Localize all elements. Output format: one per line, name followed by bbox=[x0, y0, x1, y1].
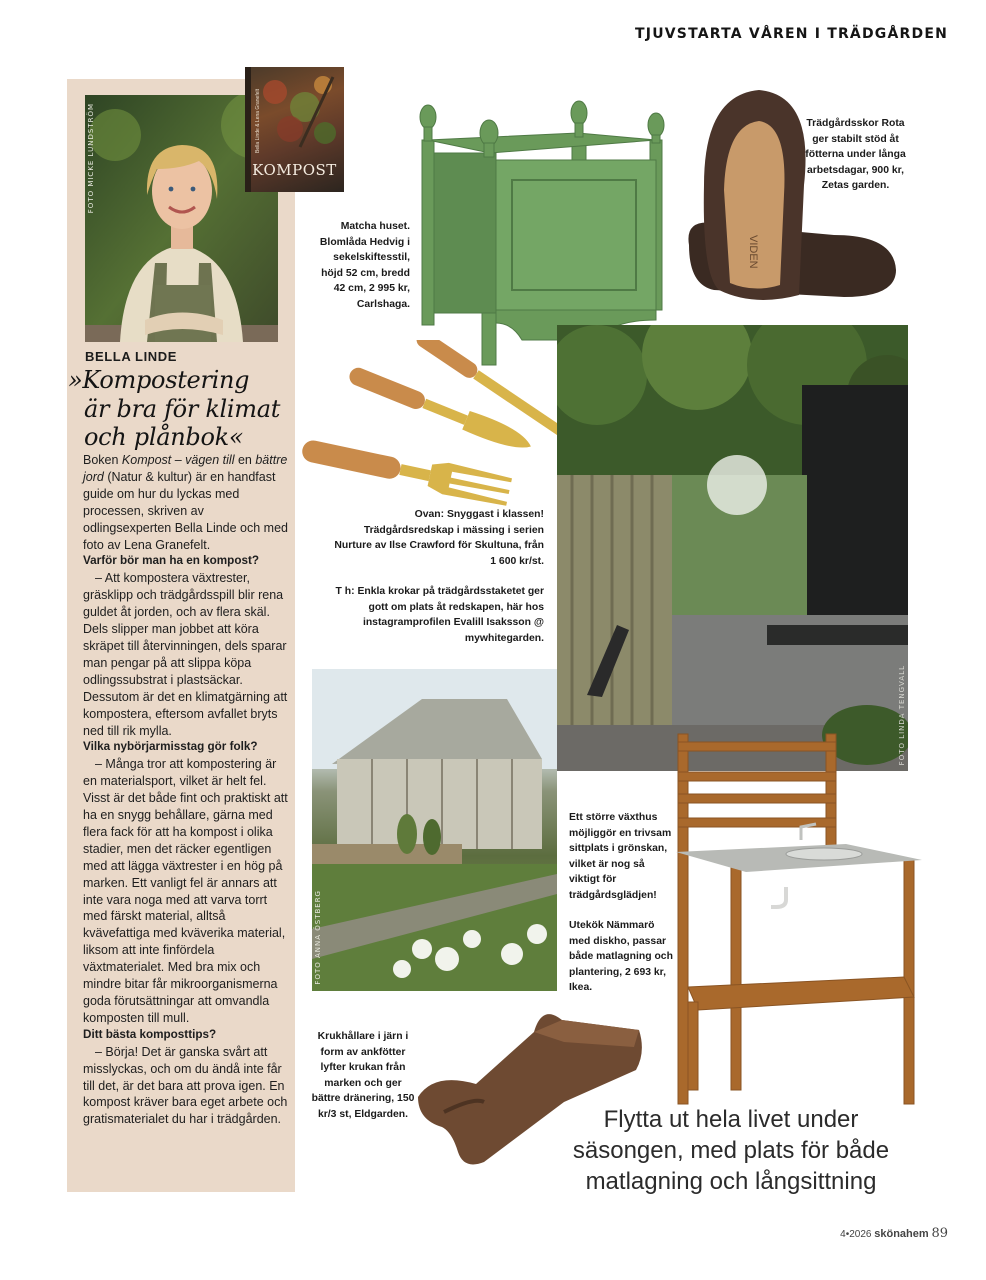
book-cover bbox=[245, 67, 344, 192]
quote-line-3: och plånbok« bbox=[84, 423, 244, 451]
answer-3: – Börja! Det är ganska svårt att misslyckas, och om du ändå inte får till det, är det bara att prova igen. En kompost kräver bara eget arbete och gratismaterialet du har i trädgården. bbox=[83, 1044, 288, 1127]
headline-quote bbox=[68, 366, 290, 452]
shoes-caption: Trädgårdsskor Rota ger stabilt stöd åt fötterna under långa arbetsdagar, 900 kr, Zetas garden. bbox=[805, 118, 906, 191]
question-3: Ditt bästa komposttips? bbox=[83, 1027, 217, 1041]
quote-line-2: är bra för klimat bbox=[84, 394, 281, 423]
garden-photo-credit: FOTO LINDA TENGVALL bbox=[898, 664, 906, 765]
feet-caption: Krukhållare i järn i form av ankfötter lyfter krukan från marken och ger bättre dränering, 150 kr/3 st, Eldgarden. bbox=[311, 1031, 415, 1120]
pullquote-line-2: säsongen, med plats för både bbox=[572, 1137, 890, 1164]
portrait-credit: FOTO MICKE LUNDSTRÖM bbox=[87, 103, 95, 214]
greenhouse-caption: Ett större växthus möjliggör en trivsam sittplats i grönskan, vilket är nog så viktigt för trädgårdsglädjen! bbox=[569, 812, 672, 901]
page-footer bbox=[840, 1226, 948, 1241]
page-number: 89 bbox=[931, 1226, 948, 1241]
magazine-brand: skönahem bbox=[874, 1228, 929, 1240]
greenhouse-photo bbox=[312, 669, 557, 991]
answer-2: – Många tror att kompostering är en materialsport, vilket är helt fel. Visst är det både fint och praktiskt att ha en snygg behållare, gärna med flera fack för att ha kompost i olika stadier, men det räcker egentligen med att lägga växtrester i en hög på marken. Ett vanligt fel är annars att inte vara noga med att varva torrt med färskt material, alltså kvävefattiga med kväverika material, liksom att inte finfördela växtmaterialet. Med bra mix och mindre bitar får mikroorganismerna goda förutsättningar att omvandla komposten till mull. bbox=[83, 757, 288, 1025]
pullquote-line-1: Flytta ut hela livet under bbox=[603, 1106, 859, 1133]
outdoor-kitchen-image bbox=[676, 732, 924, 1107]
book-author: Bella Linde & Lena Granefelt bbox=[255, 89, 261, 153]
book-title: KOMPOST bbox=[252, 161, 337, 179]
planter-caption: Matcha huset. Blomlåda Hedvig i sekelskiftesstil, höjd 52 cm, bredd 42 cm, 2 995 kr, Carlshaga. bbox=[319, 221, 410, 310]
issue-number: 4•2026 bbox=[840, 1229, 872, 1240]
greenhouse-illustration bbox=[312, 669, 557, 991]
garden-fence-photo bbox=[557, 325, 908, 771]
pull-quote bbox=[556, 1104, 906, 1197]
interview-body bbox=[83, 452, 291, 1128]
hooks-caption: T h: Enkla krokar på trädgårdsstaketet ger gott om plats åt redskapen, här hos instagramprofilen Evalill Isaksson @ mywhitegarden. bbox=[335, 586, 544, 644]
intro-paragraph: Boken Kompost – vägen till en bättre jord (Natur & kultur) är en handfast guide om hur du lyckas med processen, skriven av odlingsexperten Bella Linde och med foto av Lena Granefelt. bbox=[83, 453, 288, 552]
brass-tools-image bbox=[296, 340, 576, 530]
section-title: TJUVSTARTA VÅREN I TRÄDGÅRDEN bbox=[635, 26, 948, 42]
question-2: Vilka nybörjarmisstag gör folk? bbox=[83, 740, 258, 754]
garden-illustration bbox=[557, 325, 908, 771]
kitchen-caption: Utekök Nämmarö med diskho, passar både matlagning och plantering, 2 693 kr, Ikea. bbox=[569, 920, 673, 993]
quote-line-1: »Kompostering bbox=[68, 366, 250, 394]
pullquote-line-3: matlagning och långsittning bbox=[585, 1168, 877, 1195]
question-1: Varför bör man ha en kompost? bbox=[83, 554, 259, 568]
greenhouse-photo-credit: FOTO ANNA ÖSTBERG bbox=[314, 890, 322, 985]
interviewee-name: BELLA LINDE bbox=[85, 349, 178, 364]
tools-caption-block bbox=[330, 507, 544, 646]
greenhouse-caption-block bbox=[569, 810, 674, 996]
shoe-brand: VIDEN bbox=[747, 235, 759, 269]
tools-caption: Ovan: Snyggast i klassen! Trädgårdsredskap i mässing i serien Nurture av Ilse Crawford för Skultuna, från 1 600 kr/st. bbox=[334, 509, 544, 567]
answer-1: – Att kompostera växtrester, gräsklipp och trädgårdsspill blir rena guldet åt jorden, och av flera skäl. Dels slipper man jobbet att köra skräpet till återvinningen, dels sparar man pengar på att slippa köpa odlingssubstrat i plastsäckar. Dessutom är det en klimatgärning att kompostera, eftersom avfallet bryts ned till rik mylla. bbox=[83, 571, 288, 738]
